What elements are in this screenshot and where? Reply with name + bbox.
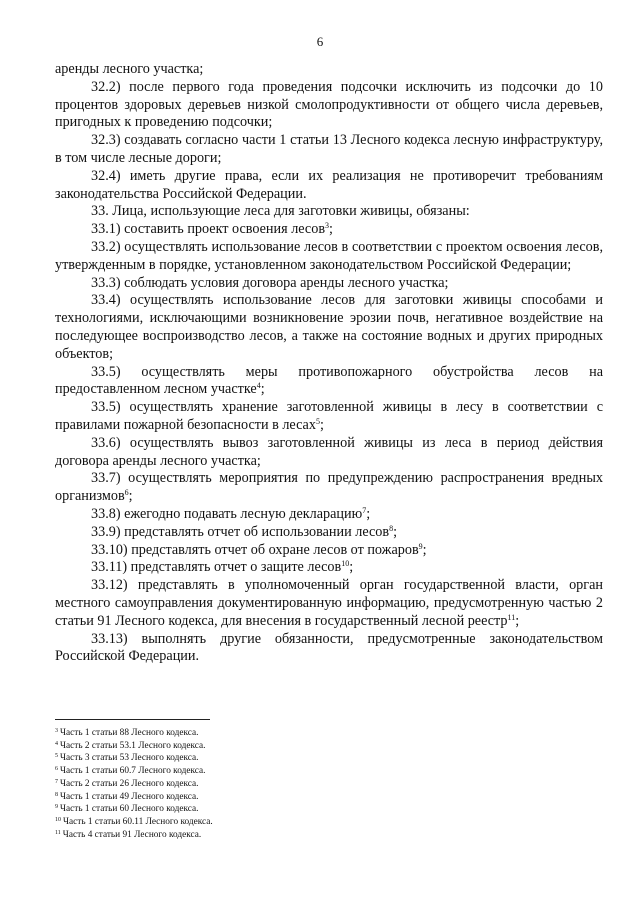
paragraph-32-2: 32.2) после первого года проведения подсочки исключить из подсочки до 10 процентов здоровых деревьев низкой смолопродуктивности от общего числа деревьев, пригодных к проведению подсочки; (55, 78, 603, 131)
paragraph-32-4: 32.4) иметь другие права, если их реализация не противоречит требованиям законодательства Российской Федерации. (55, 167, 603, 202)
paragraph-33: 33. Лица, использующие леса для заготовки живицы, обязаны: (91, 203, 470, 220)
footnote-ref: 5 (315, 416, 320, 426)
footnote-ref: 6 (124, 488, 129, 498)
paragraph-33-11: 33.11) представлять отчет о защите лесов$^{10}$; (91, 559, 354, 576)
paragraph-33-8: 33.8) ежегодно подавать лесную декларацию$^7$; (91, 505, 371, 522)
paragraph-33-5-fire: 33.5) осуществлять меры противопожарного обустройства лесов на предоставленном лесном участке$^4$; (55, 363, 603, 398)
footnote: $^4$ Часть 2 статьи 53.1 Лесного кодекса. (55, 740, 206, 751)
page-number: 6 (316, 34, 324, 49)
footnote: $^{10}$ Часть 1 статьи 60.11 Лесного кодекса. (55, 816, 213, 827)
footnote: $^3$ Часть 1 статьи 88 Лесного кодекса. (55, 728, 199, 738)
paragraph-33-2: 33.2) осуществлять использование лесов в соответствии с проектом освоения лесов, утвержденным в порядке, установленном законодательством Российской Федерации; (55, 238, 603, 273)
footnote: $^7$ Часть 2 статьи 26 Лесного кодекса. (55, 778, 199, 789)
footnote-ref: 7 (362, 505, 367, 515)
footnotes (55, 727, 455, 841)
footnote: $^{11}$ Часть 4 статьи 91 Лесного кодекса. (55, 829, 202, 840)
footnote-ref: 10 (341, 559, 350, 569)
paragraph-33-7: 33.7) осуществлять мероприятия по предупреждению распространения вредных организмов$^6$; (55, 470, 603, 505)
footnote: $^8$ Часть 1 статьи 49 Лесного кодекса. (55, 791, 199, 802)
footnote: $^9$ Часть 1 статьи 60 Лесного кодекса. (55, 804, 199, 815)
footnote-ref: 9 (418, 541, 423, 551)
paragraph-33-5-storage: 33.5) осуществлять хранение заготовленной живицы в лесу в соответствии с правилами пожарной безопасности в лесах$^5$; (55, 399, 603, 433)
footnote-ref: 4 (256, 381, 261, 391)
footnote-ref: 11 (507, 612, 516, 622)
footnote-divider (55, 719, 210, 720)
footnote-ref: 8 (389, 523, 394, 533)
paragraph-33-12: 33.12) представлять в уполномоченный орган государственной власти, орган местного самоуправления документированную информацию, предусмотренную частью 2 статьи 91 Лесного кодекса, для внесения в государственный лесной реестр$^{11}$; (55, 577, 603, 629)
paragraph-33-9: 33.9) представлять отчет об использовании лесов$^8$; (91, 523, 398, 540)
footnote: $^5$ Часть 3 статьи 53 Лесного кодекса. (55, 753, 199, 764)
footnote-ref: 3 (325, 221, 330, 231)
paragraph-33-1: 33.1) составить проект освоения лесов$^3$; (91, 221, 333, 238)
document-body (55, 61, 603, 666)
paragraph-33-6: 33.6) осуществлять вывоз заготовленной живицы из леса в период действия договора аренды лесного участка; (55, 434, 603, 469)
paragraph-33-13: 33.13) выполнять другие обязанности, предусмотренные законодательством Российской Федерации. (55, 630, 603, 665)
footnote: $^6$ Часть 1 статьи 60.7 Лесного кодекса. (55, 766, 206, 777)
paragraph-33-3: 33.3) соблюдать условия договора аренды лесного участка; (91, 274, 449, 291)
paragraph-32-3: 32.3) создавать согласно части 1 статьи 13 Лесного кодекса лесную инфраструктуру, в том числе лесные дороги; (55, 132, 603, 166)
paragraph-33-10: 33.10) представлять отчет об охране лесов от пожаров$^9$; (91, 541, 427, 558)
paragraph-continuation: аренды лесного участка; (55, 61, 204, 77)
paragraph-33-4: 33.4) осуществлять использование лесов для заготовки живицы способами и технологиями, исключающими возникновение эрозии почв, негативное воздействие на последующее воспроизводство лесов, а также на состояние водных и других природных объектов; (55, 292, 603, 362)
